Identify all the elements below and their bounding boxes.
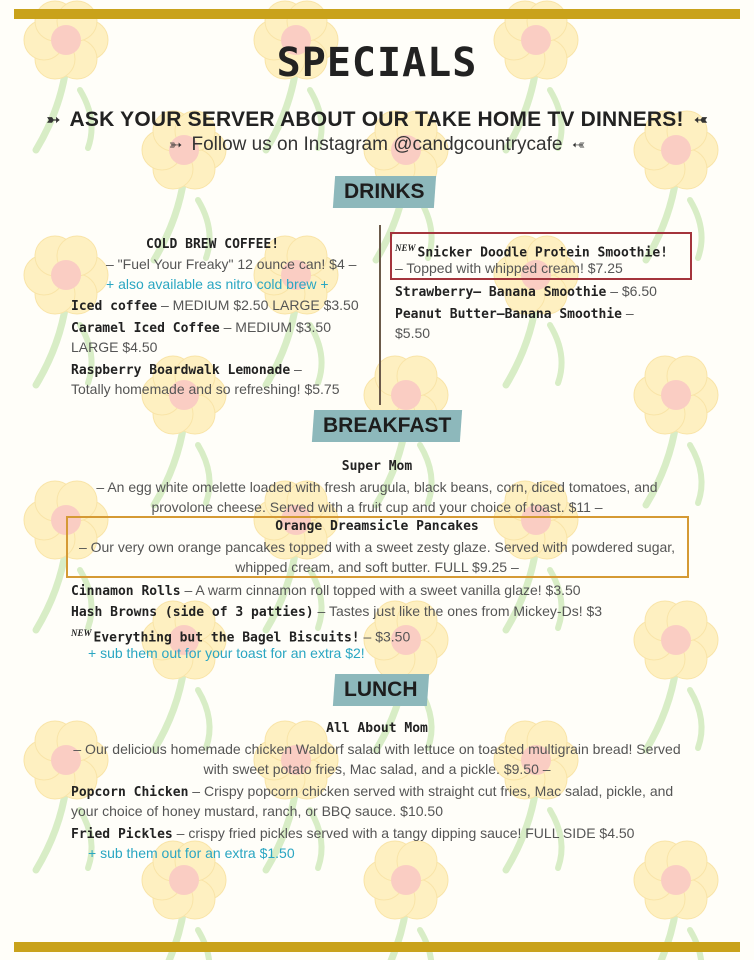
lunch-section-label: LUNCH: [333, 674, 429, 706]
lemonade-desc: Totally homemade and so refreshing! $5.75: [71, 381, 340, 397]
super-mom-desc-line2: provolone cheese. Served with a fruit cup and your choice of toast. $11 –: [151, 499, 603, 515]
all-about-mom-desc-line2: with sweet potato fries, Mac salad, and a pickle. $9.50 –: [203, 761, 551, 777]
orange-pancakes-desc-line1: – Our very own orange pancakes topped with a sweet zesty glaze. Served with powdered sugar,: [78, 539, 676, 555]
all-about-mom-name: All About Mom: [326, 721, 428, 736]
cinnamon-rolls-name: Cinnamon Rolls: [71, 584, 181, 599]
strawberry-smoothie-desc: – $6.50: [606, 283, 657, 299]
popcorn-chicken-desc-line2: your choice of honey mustard, ranch, or BBQ sauce. $10.50: [71, 803, 443, 819]
instagram-text: Follow us on Instagram @candgcountrycafe: [191, 134, 563, 155]
fried-pickles-name: Fried Pickles: [71, 827, 173, 842]
lemonade-item: [71, 359, 302, 381]
fried-pickles-desc: – crispy fried pickles served with a tangy dipping sauce! FULL SIDE $4.50: [172, 825, 635, 841]
super-mom-desc-line1: – An egg white omelette loaded with fresh arugula, black beans, corn, diced tomatoes, and: [96, 479, 658, 495]
bagel-biscuits-desc: – $3.50: [359, 628, 411, 645]
caramel-iced-coffee-name: Caramel Iced Coffee: [71, 321, 220, 336]
drinks-section-label: DRINKS: [333, 176, 436, 208]
snicker-smoothie-desc: – Topped with whipped cream! $7.25: [395, 260, 623, 276]
super-mom-name: Super Mom: [341, 459, 413, 474]
arrow-right-icon: ➳: [168, 136, 183, 154]
bagel-biscuits-name: Everything but the Bagel Biscuits!: [93, 630, 360, 646]
new-badge: NEW: [395, 243, 416, 253]
strawberry-smoothie-item: [395, 281, 657, 303]
all-about-mom-desc-line1: – Our delicious homemade chicken Waldorf salad with lettuce on toasted multigrain bread! Served: [73, 741, 681, 757]
popcorn-chicken-item: [71, 781, 673, 803]
orange-pancakes-desc-line2: whipped cream, and soft butter. FULL $9.25 –: [235, 559, 519, 575]
breakfast-section-label: BREAKFAST: [312, 410, 463, 442]
orange-pancakes-name: Orange Dreamsicle Pancakes: [275, 519, 479, 534]
arrow-left-icon: ➳: [571, 136, 586, 154]
hash-browns-desc: – Tastes just like the ones from Mickey-Ds! $3: [313, 603, 603, 619]
hash-browns-name: Hash Browns (side of 3 patties): [71, 605, 314, 620]
caramel-iced-coffee-desc: – MEDIUM $3.50: [219, 319, 331, 335]
instagram-banner: [0, 134, 754, 156]
iced-coffee-item: [71, 295, 359, 317]
snicker-smoothie-name: Snicker Doodle Protein Smoothie!: [417, 245, 668, 261]
caramel-iced-coffee-item: [71, 317, 331, 339]
lemonade-name: Raspberry Boardwalk Lemonade: [71, 363, 291, 378]
cold-brew-title: COLD BREW COFFEE!: [146, 237, 280, 252]
cinnamon-rolls-desc: – A warm cinnamon roll topped with a sweet vanilla glaze! $3.50: [180, 582, 581, 598]
bagel-biscuits-note: + sub them out for your toast for an extra $2!: [88, 645, 365, 661]
iced-coffee-desc: – MEDIUM $2.50 LARGE $3.50: [157, 297, 359, 313]
pb-smoothie-price: $5.50: [395, 325, 431, 341]
cold-brew-note: + also available as nitro cold brew +: [106, 276, 329, 292]
cold-brew-desc: – "Fuel Your Freaky" 12 ounce can! $4 –: [106, 256, 357, 272]
page-title: SPECIALS: [276, 40, 478, 86]
cinnamon-rolls-item: [71, 580, 581, 602]
arrow-right-icon: ➳: [46, 112, 61, 130]
caramel-iced-coffee-large: LARGE $4.50: [71, 339, 158, 355]
hash-browns-item: [71, 601, 602, 623]
tv-dinner-banner: [0, 108, 754, 132]
strawberry-smoothie-name: Strawberry– Banana Smoothie: [395, 285, 607, 300]
new-badge: NEW: [71, 628, 92, 638]
tv-dinner-text: ASK YOUR SERVER ABOUT OUR TAKE HOME TV DINNERS!: [69, 108, 684, 131]
arrow-left-icon: ➳: [693, 112, 708, 130]
pb-smoothie-name: Peanut Butter–Banana Smoothie: [395, 307, 622, 322]
column-divider: [379, 225, 381, 405]
fried-pickles-note: + sub them out for an extra $1.50: [88, 845, 295, 861]
fried-pickles-item: [71, 823, 634, 845]
pb-smoothie-dash: –: [621, 305, 634, 321]
iced-coffee-name: Iced coffee: [71, 299, 158, 314]
popcorn-chicken-desc-line1: – Crispy popcorn chicken served with straight cut fries, Mac salad, pickle, and: [188, 783, 674, 799]
lemonade-dash: –: [290, 361, 302, 377]
pb-smoothie-item: [395, 303, 634, 325]
popcorn-chicken-name: Popcorn Chicken: [71, 785, 189, 800]
